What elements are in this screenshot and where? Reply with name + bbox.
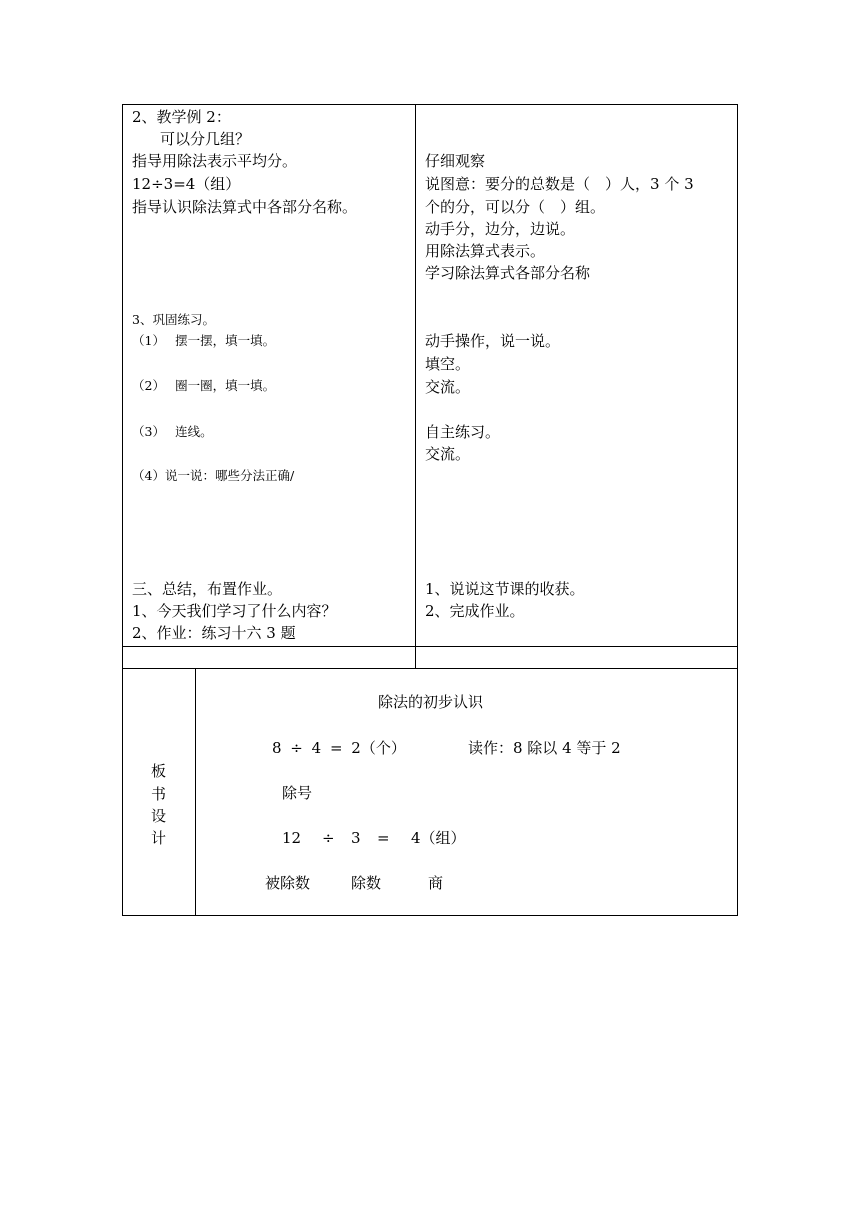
observe-text: 仔细观察 [425, 152, 486, 170]
summary-item-1: 1、今天我们学习了什么内容？ [132, 602, 337, 620]
express-text: 用除法算式表示。 [425, 242, 546, 260]
homework-text: 2、完成作业。 [425, 602, 525, 620]
self-practice-text: 自主练习。 [425, 423, 501, 441]
board-read-as: 读作：8 除以 4 等于 2 [468, 739, 621, 757]
summary-item-2: 2、作业：练习十六 3 题 [132, 624, 296, 642]
ex2-parts: 指导认识除法算式中各部分名称。 [132, 198, 358, 216]
board-label-char: 板 [151, 762, 167, 780]
ex2-formula: 12÷3=4（组） [132, 175, 241, 193]
board-label-char: 设 [151, 807, 167, 825]
practice-title: 3、巩固练习。 [132, 312, 215, 327]
board-label-char: 书 [151, 785, 167, 803]
board-equation-1: 8 ÷ 4 = 2（个） [272, 739, 406, 757]
ex2-guide: 指导用除法表示平均分。 [132, 152, 298, 170]
describe-line-2: 个的分，可以分（ ）组。 [425, 198, 606, 216]
ex2-title: 2、教学例 2： [132, 108, 231, 126]
learn-names-text: 学习除法算式各部分名称 [425, 264, 591, 282]
exchange-text-2: 交流。 [425, 445, 471, 463]
describe-line-1: 说图意：要分的总数是（ ）人，3 个 3 [425, 175, 694, 193]
board-title: 除法的初步认识 [378, 693, 484, 711]
board-eq2-operator: ÷ [322, 829, 335, 847]
practice-item-3: （3） 连线。 [132, 424, 213, 439]
harvest-text: 1、说说这节课的收获。 [425, 580, 585, 598]
board-term-dividend: 被除数 [265, 874, 311, 892]
row-divider-1 [122, 646, 738, 647]
board-label-divider [195, 668, 196, 916]
board-eq2-divisor: 3 [351, 829, 361, 847]
hands-on-text: 动手分，边分，边说。 [425, 220, 576, 238]
practice-item-2: （2） 圈一圈，填一填。 [132, 378, 276, 393]
board-eq2-dividend: 12 [282, 829, 302, 847]
column-divider [415, 104, 416, 669]
board-division-sign-label: 除号 [282, 784, 313, 802]
board-eq2-equals: = [377, 829, 390, 847]
board-term-quotient: 商 [428, 874, 444, 892]
operate-text: 动手操作，说一说。 [425, 332, 561, 350]
practice-item-1: （1） 摆一摆，填一填。 [132, 333, 276, 348]
board-term-divisor: 除数 [351, 874, 382, 892]
fill-text: 填空。 [425, 355, 471, 373]
board-eq2-quotient: 4（组） [411, 829, 466, 847]
ex2-question: 可以分几组？ [160, 130, 251, 148]
board-label-char: 计 [151, 829, 167, 847]
exchange-text-1: 交流。 [425, 378, 471, 396]
row-divider-2 [122, 668, 738, 669]
practice-item-4: （4）说一说：哪些分法正确/ [132, 468, 295, 483]
summary-title: 三、总结，布置作业。 [132, 580, 283, 598]
